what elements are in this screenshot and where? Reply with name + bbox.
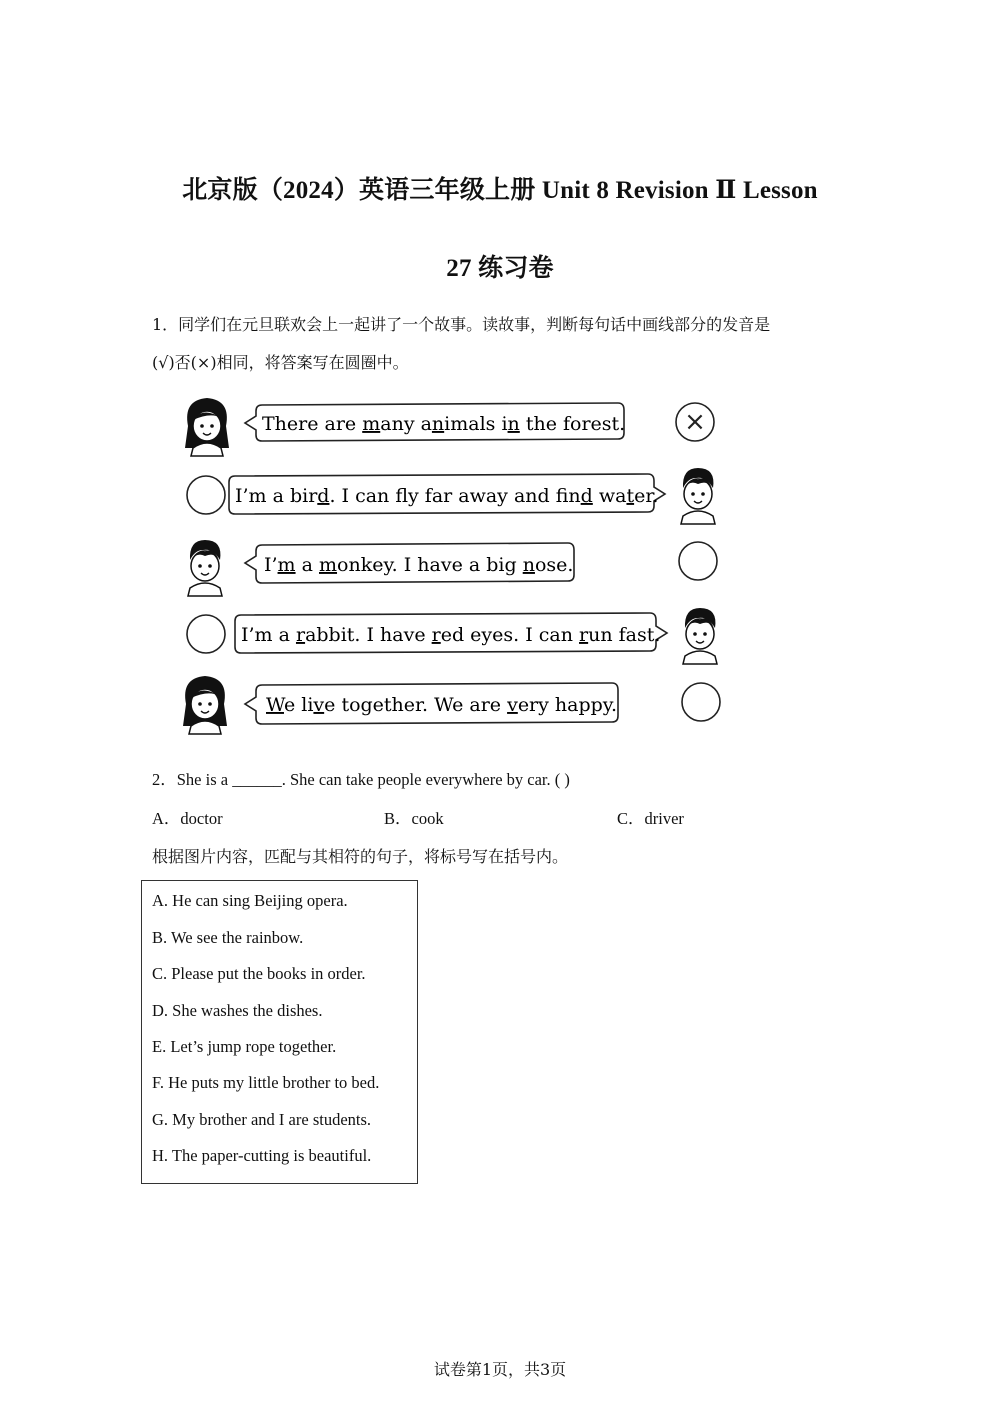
sentence-1: There are many animals in the forest. xyxy=(262,413,626,435)
story-row-4 xyxy=(187,608,717,664)
question1-stem-cont: (√)否(×)相同，将答案写在圆圈中。 xyxy=(152,353,409,372)
answer-circle[interactable] xyxy=(187,476,225,514)
sentence-option-a: A. He can sing Beijing opera. xyxy=(152,891,348,910)
sentence-option-f: F. He puts my little brother to bed. xyxy=(152,1073,380,1092)
matching-instruction: 根据图片内容，匹配与其相符的句子，将标号写在括号内。 xyxy=(152,847,569,866)
option-a[interactable]: A．doctor xyxy=(152,809,223,828)
matching-sentence-box xyxy=(141,880,418,1184)
answer-mark: × xyxy=(684,407,706,437)
sentence-5: We live together. We are very happy. xyxy=(266,694,618,716)
sentence-option-c: C. Please put the books in order. xyxy=(152,964,366,983)
sentence-3: I’m a monkey. I have a big nose. xyxy=(264,554,574,576)
story-figure xyxy=(180,392,740,740)
question2-stem: 2．She is a ______. She can take people everywhere by car. ( ) xyxy=(152,770,570,789)
sentence-option-d: D. She washes the dishes. xyxy=(152,1001,323,1020)
story-row-1 xyxy=(185,398,714,456)
girl-avatar-icon xyxy=(185,398,229,456)
boy-avatar-icon xyxy=(188,540,222,596)
option-b[interactable]: B．cook xyxy=(384,809,444,828)
answer-circle[interactable] xyxy=(682,683,720,721)
story-row-2 xyxy=(187,468,715,524)
sentence-2: I’m a bird. I can fly far away and find water. xyxy=(235,485,659,507)
question1-stem: 1．同学们在元旦联欢会上一起讲了一个故事。读故事，判断每句话中画线部分的发音是 xyxy=(152,315,771,334)
page-title-line2: 27 练习卷 xyxy=(446,255,554,282)
option-c[interactable]: C．driver xyxy=(617,809,684,828)
boy-avatar-icon xyxy=(681,468,715,524)
page-footer: 试卷第1页，共3页 xyxy=(433,1360,567,1379)
girl-avatar-icon xyxy=(183,676,227,734)
sentence-4: I’m a rabbit. I have red eyes. I can run fast. xyxy=(241,624,661,646)
answer-circle[interactable] xyxy=(187,615,225,653)
page-title: 北京版（2024）英语三年级上册 Unit 8 Revision Ⅱ Lesson xyxy=(182,177,818,204)
sentence-option-g: G. My brother and I are students. xyxy=(152,1110,372,1129)
sentence-option-b: B. We see the rainbow. xyxy=(152,928,304,947)
story-row-3 xyxy=(188,540,717,596)
sentence-option-h: H. The paper-cutting is beautiful. xyxy=(152,1146,372,1165)
story-row-5 xyxy=(183,676,720,734)
sentence-option-e: E. Let’s jump rope together. xyxy=(152,1037,337,1056)
answer-circle[interactable] xyxy=(679,542,717,580)
boy-avatar-icon xyxy=(683,608,717,664)
